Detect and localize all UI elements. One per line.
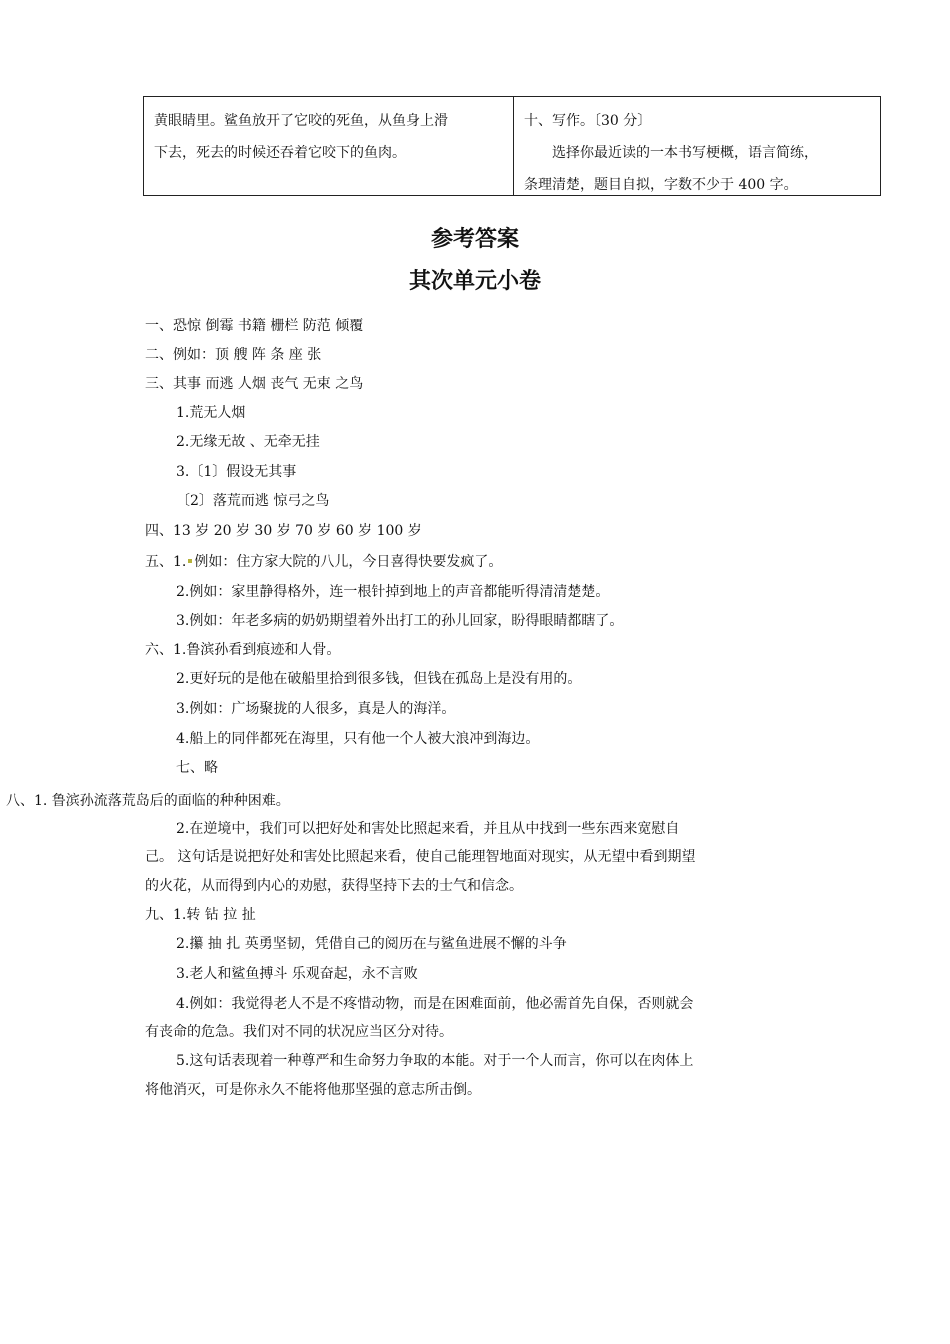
answer-5-2: 2.例如：家里静得格外，连一根针掉到地上的声音都能听得清清楚楚。	[176, 584, 610, 600]
answer-section-1: 一、恐惊 倒霉 书籍 栅栏 防范 倾覆	[145, 318, 364, 334]
answer-section-5	[145, 551, 502, 571]
answer-9-3: 3.老人和鲨鱼搏斗 乐观奋起，永不言败	[176, 966, 418, 982]
writing-heading: 十、写作。〔30 分〕	[524, 113, 652, 129]
answer-section-7: 七、略	[176, 760, 218, 776]
top-table	[143, 96, 881, 196]
answer-6-3: 3.例如：广场聚拢的人很多，真是人的海洋。	[176, 701, 456, 717]
answer-6-2: 2.更好玩的是他在破船里拾到很多钱，但钱在孤岛上是没有用的。	[176, 671, 582, 687]
answer-8-2-line-2: 己。 这句话是说把好处和害处比照起来看，使自己能理智地面对现实，从无望中看到期望	[145, 849, 696, 865]
answer-section-4: 四、13 岁 20 岁 30 岁 70 岁 60 岁 100 岁	[145, 523, 422, 539]
writing-line-2: 条理清楚，题目自拟，字数不少于 400 字。	[524, 177, 798, 193]
answer-section-2: 二、例如：顶 艘 阵 条 座 张	[145, 347, 322, 363]
answer-3-1: 1.荒无人烟	[176, 405, 246, 421]
story-line-2: 下去，死去的时候还吞着它咬下的鱼肉。	[154, 145, 406, 161]
page-title: 参考答案	[430, 227, 519, 252]
answer-3-3: 3.〔1〕假设无其事	[176, 464, 297, 480]
answer-section-6: 六、1.鲁滨孙看到痕迹和人骨。	[145, 642, 341, 658]
answer-9-4-line-2: 有丧命的危急。我们对不同的状况应当区分对待。	[145, 1024, 453, 1040]
answer-6-4: 4.船上的同伴都死在海里，只有他一个人被大浪冲到海边。	[176, 731, 540, 747]
answer-9-5-line-1: 5.这句话表现着一种尊严和生命努力争取的本能。对于一个人而言，你可以在肉体上	[176, 1053, 694, 1069]
answer-5-prefix: 五、1.	[145, 554, 187, 570]
answer-9-5-line-2: 将他消灭，可是你永久不能将他那坚强的意志所击倒。	[145, 1082, 481, 1098]
writing-line-1: 选择你最近读的一本书写梗概，语言简练，	[552, 145, 818, 161]
answer-5-1: 例如：住方家大院的八儿，今日喜得快要发疯了。	[194, 554, 503, 570]
answer-3-4: 〔2〕落荒而逃 惊弓之鸟	[176, 493, 330, 509]
table-cell-story	[144, 97, 514, 195]
answer-5-3: 3.例如：年老多病的奶奶期望着外出打工的孙儿回家，盼得眼睛都瞎了。	[176, 613, 624, 629]
answer-section-3: 三、其事 而逃 人烟 丧气 无束 之鸟	[145, 376, 364, 392]
highlight-mark	[188, 559, 192, 563]
answer-9-4-line-1: 4.例如：我觉得老人不是不疼惜动物，而是在困难面前，他必需首先自保，否则就会	[176, 996, 694, 1012]
answer-8-2-line-1: 2.在逆境中，我们可以把好处和害处比照起来看，并且从中找到一些东西来宽慰自	[176, 821, 680, 837]
answer-section-9: 九、1.转 钻 拉 扯	[145, 907, 256, 923]
page-subtitle: 其次单元小卷	[408, 269, 541, 294]
answer-9-2: 2.攥 抽 扎 英勇坚韧，凭借自己的阅历在与鲨鱼进展不懈的斗争	[176, 936, 567, 952]
answer-3-2: 2.无缘无故 、无牵无挂	[176, 434, 320, 450]
table-cell-writing	[514, 97, 880, 195]
answer-8-2-line-3: 的火花，从而得到内心的劝慰，获得坚持下去的士气和信念。	[145, 878, 523, 894]
answer-section-8: 八、1. 鲁滨孙流落荒岛后的面临的种种困难。	[6, 793, 290, 809]
story-line-1: 黄眼睛里。鲨鱼放开了它咬的死鱼，从鱼身上滑	[154, 113, 448, 129]
